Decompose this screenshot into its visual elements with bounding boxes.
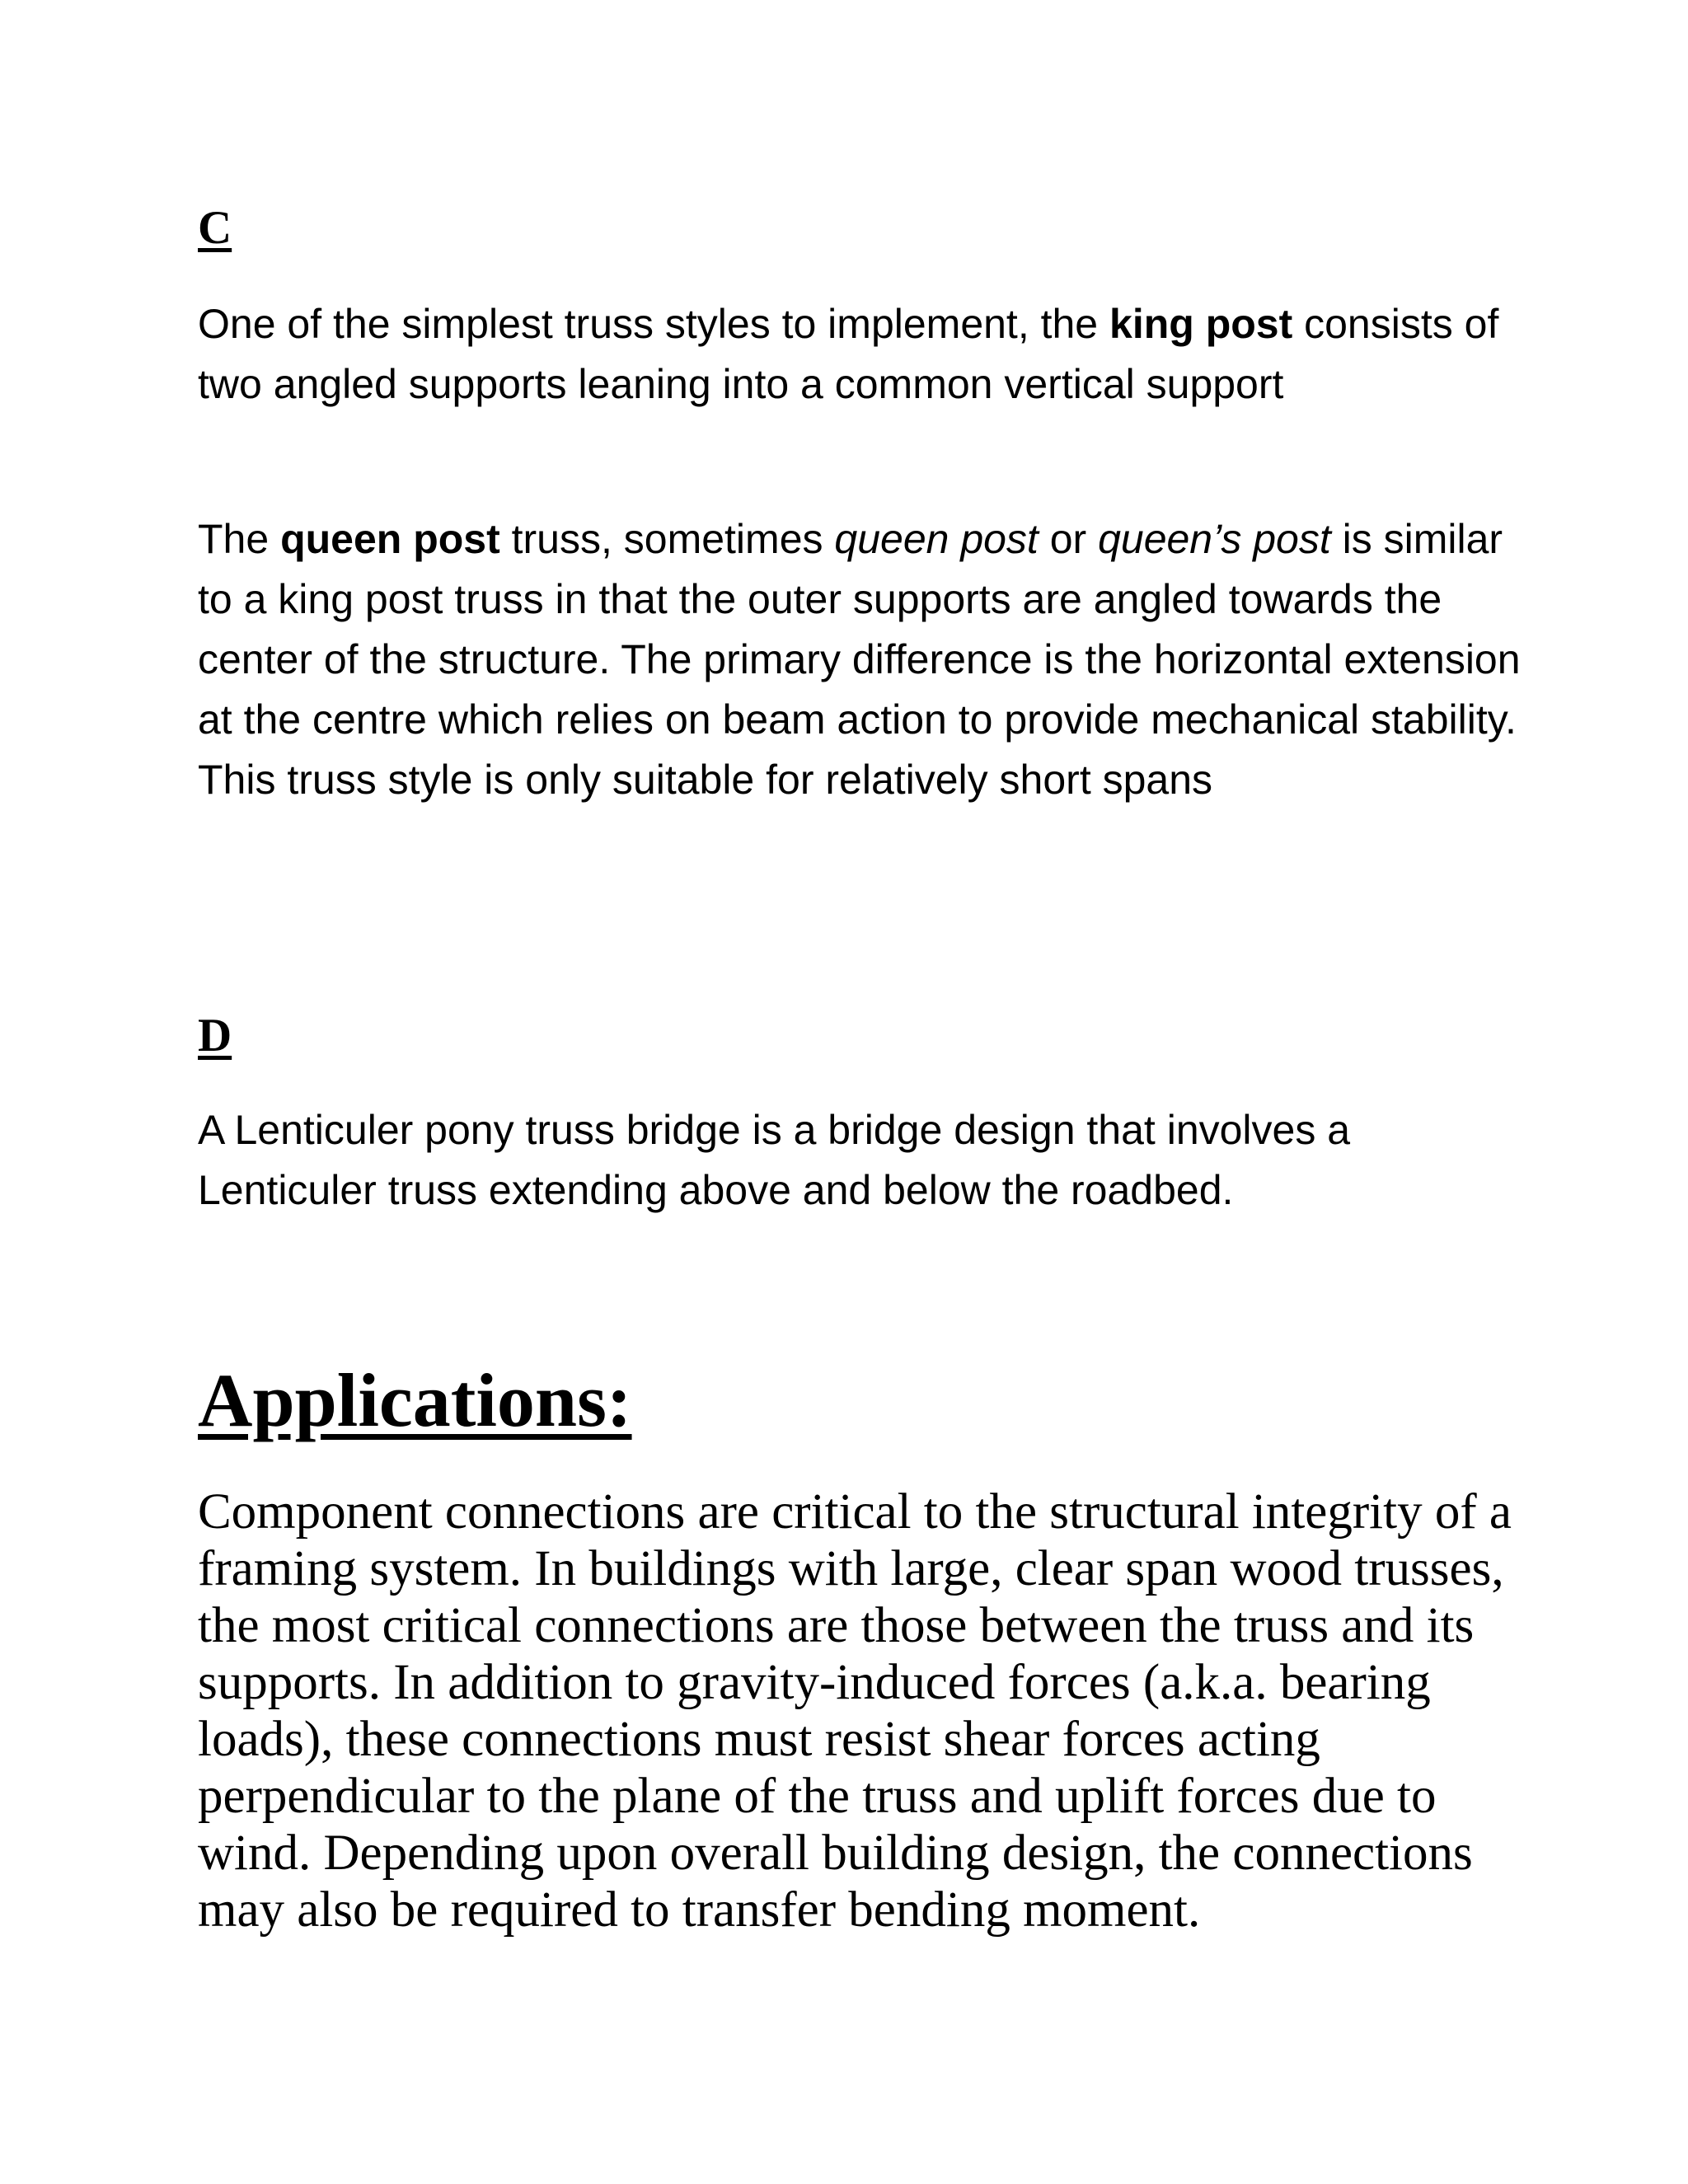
queen-post-term: queen post [280,516,500,562]
lenticular-paragraph: A Lenticuler pony truss bridge is a bridge design that involves a Lenticuler truss extending above and below the roadbed. [198,1107,1351,1213]
king-post-term: king post [1109,301,1293,347]
queen-post-alt-name-1: queen post [834,516,1039,562]
queen-post-text-3: or [1038,516,1099,562]
applications-heading: Applications: [198,1358,632,1442]
queen-post-text-4: is similar to a king post truss in that the outer supports are angled towards the center of the structure. The primary difference is the horizontal extension at the centre which relies on beam action to provide mechanical stability. This truss style is only suitable for relatively short spans [198,516,1521,803]
queen-post-text-2: truss, sometimes [499,516,835,562]
queen-post-paragraph [198,509,1533,810]
section-d-heading: D [198,1010,232,1062]
applications-paragraph: Component connections are critical to the structural integrity of a framing system. In buildings with large, clear span wood trusses, the most critical connections are those between the truss and its supports. In addition to gravity-induced forces (a.k.a. bearing loads), these connections must resist shear forces acting perpendicular to the plane of the truss and uplift forces due to wind. Depending upon overall building design, the connections may also be required to transfer bending moment. [198,1484,1512,1938]
queen-post-text-1: The [198,516,281,562]
king-post-text-start: One of the simplest truss styles to implement, the [198,301,1110,347]
king-post-text-end: consists of two angled supports leaning into a common vertical support [198,301,1499,407]
queen-post-alt-name-2: queen’s post [1098,516,1331,562]
king-post-paragraph [198,294,1533,415]
section-c-heading: C [198,202,232,254]
